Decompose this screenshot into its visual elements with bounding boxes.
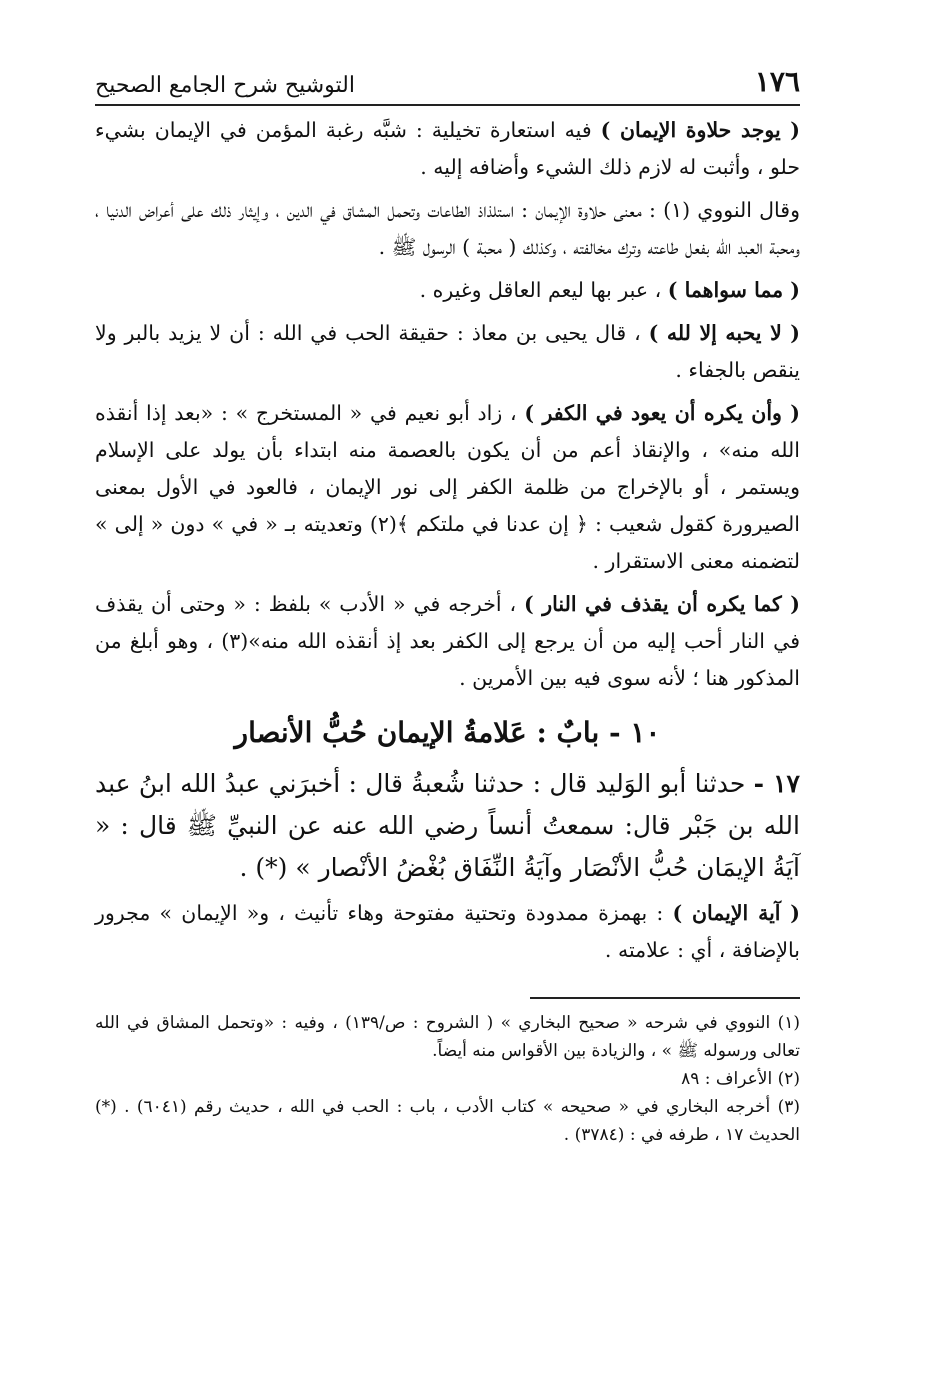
lemma: ( مما سواهما ): [667, 278, 800, 302]
lemma: ( يوجد حلاوة الإيمان ): [600, 118, 800, 142]
footnote: (٢) الأعراف : ٨٩: [681, 1069, 800, 1089]
commentary: ، قال يحيى بن معاذ : حقيقة الحب في الله : أن لا يزيد بالبر ولا ينقص بالجفاء .: [95, 321, 800, 382]
lemma: ( لا يحبه إلا لله ): [648, 321, 800, 345]
lemma: ( آية الإيمان ): [672, 901, 800, 925]
commentary: : بهمزة ممدودة وتحتية مفتوحة وهاء تأنيث ، و« الإيمان » مجرور بالإضافة ، أي : علامته .: [95, 901, 800, 962]
paragraph: [95, 315, 800, 389]
paragraph: [95, 272, 800, 309]
paragraph: [95, 192, 800, 266]
page-header: [95, 58, 800, 106]
book-title: التوشيح شرح الجامع الصحيح: [95, 73, 355, 98]
paragraph: [95, 586, 800, 697]
paragraph: [95, 895, 800, 969]
commentary: فيه استعارة تخيلية : شبَّه رغبة المؤمن في الإيمان بشيء حلو ، وأثبت له لازم ذلك الشيء وأضافه إليه .: [95, 118, 800, 179]
lemma: ( كما يكره أن يقذف في النار ): [524, 592, 800, 616]
hadith-body: حدثنا أبو الوَليد قال : حدثنا شُعبةُ قال : أخبرَني عبدُ الله ابنُ عبد الله بن جَبْر قال: سمعتُ أنساً رضي الله عنه عن النبيِّ ﷺ قال : « آيَةُ الإيمَان حُبُّ الأنْصَار وآيَةُ النِّفَاق بُغْضُ الأنْصار » (*) .: [95, 769, 800, 882]
commentary: ، أخرجه في « الأدب » بلفظ : « وحتى أن يقذف في النار أحب إليه من أن يرجع إلى الكفر بعد إذ أنقذه الله منه»(٣) ، وهو أبلغ من المذكور هنا ؛ لأنه سوى فيه بين الأمرين .: [95, 592, 800, 690]
footnote: (٣) أخرجه البخاري في « صحيحه » كتاب الأدب ، باب : الحب في الله ، حديث رقم (٦٠٤١) . (*) الحديث ١٧ ، طرفه في : (٣٧٨٤) .: [95, 1097, 800, 1145]
section-heading: ١٠ - بابٌ : عَلامةُ الإيمان حُبُّ الأنصار: [234, 716, 661, 749]
paragraph: [95, 395, 800, 580]
commentary: ، زاد أبو نعيم في « المستخرج » : «بعد إذا أنقذه الله منه» ، والإنقاذ أعم من أن يكون بالعصمة منه ابتداء بأن يولد على الإسلام ويستمر ، أو بالإخراج من ظلمة الكفر إلى نور الإيمان ، فالعود في الأول بمعنى الصيرورة كقول شعيب : ﴿ إن عدنا في ملتكم ﴾(٢) وتعديته بـ « في » دون « إلى » لتضمنه معنى الاستقرار .: [95, 401, 800, 573]
hadith-number: ١٧ -: [753, 769, 800, 798]
footnote: (١) النووي في شرحه « صحيح البخاري » ( الشروح : ص/١٣٩) ، وفيه : «وتحمل المشاق في الله تعالى ورسوله ﷺ » ، والزيادة بين الأقواس منه أيضاً.: [95, 1013, 800, 1061]
page: [95, 58, 800, 1149]
lemma: ( وأن يكره أن يعود في الكفر ): [524, 401, 800, 425]
page-number: ١٧٦: [754, 65, 800, 98]
footnote-divider: [530, 997, 800, 999]
commentary: وقال النووي (١) : معنى حلاوة الإيمان : استلذاذ الطاعات وتحمل المشاق في الدين ، وإيثار ذلك على أعراض الدنيا ، ومحبة العبد الله بفعل طاعته وترك مخالفته ، وكذلك ( محبة ) الرسول ﷺ .: [95, 198, 800, 259]
paragraph: [95, 112, 800, 186]
commentary: ، عبر بها ليعم العاقل وغيره .: [419, 278, 668, 302]
hadith-text: [95, 763, 800, 889]
